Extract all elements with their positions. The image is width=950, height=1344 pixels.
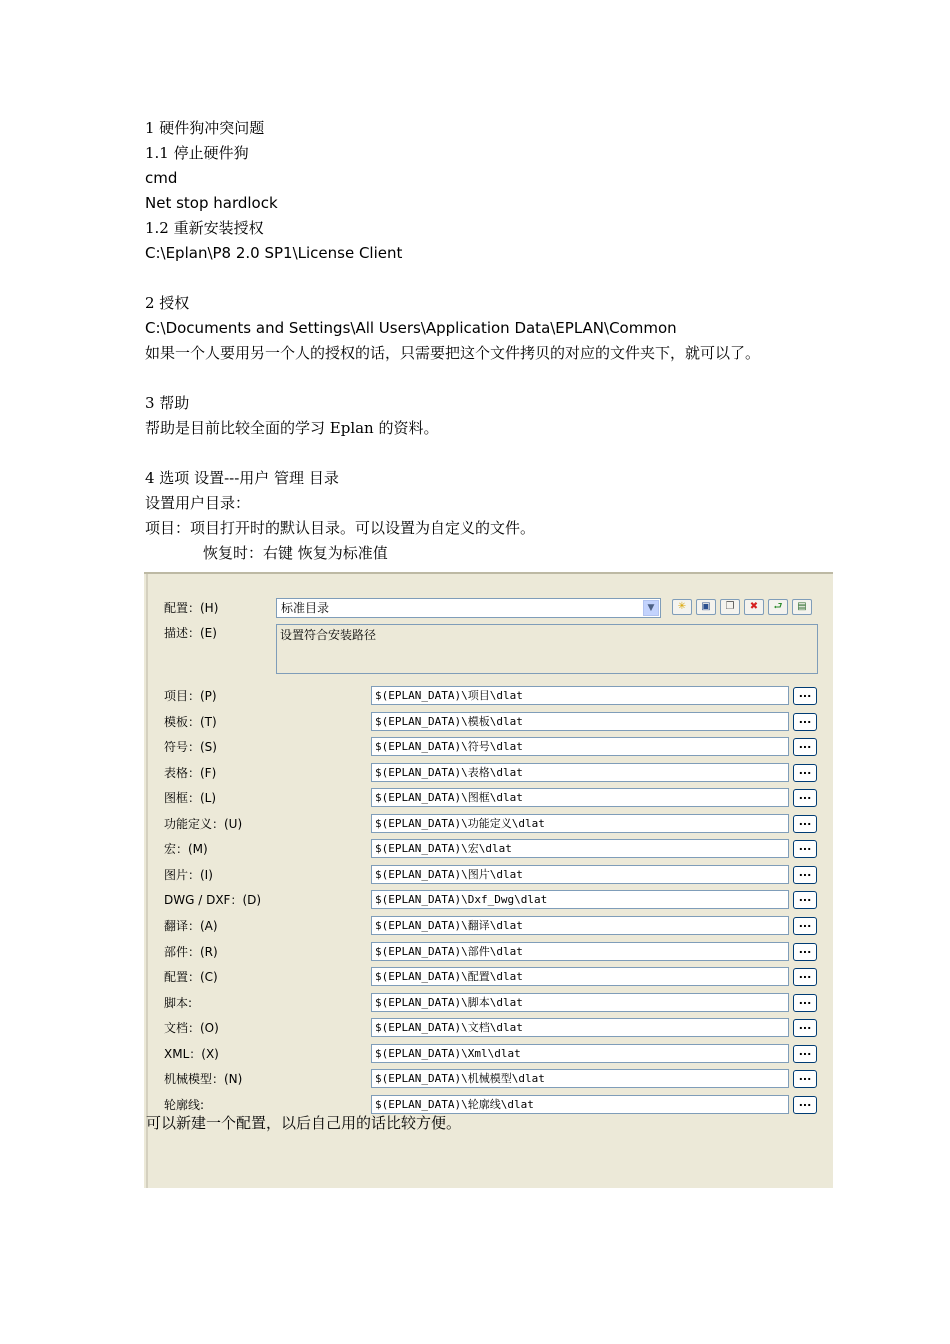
directory-row — [144, 814, 833, 834]
heading-1-1: 1.1 停止硬件狗 — [145, 144, 249, 162]
directory-row — [144, 865, 833, 885]
directory-row-label: 图片：(I) — [164, 868, 213, 882]
directory-row-label: 翻译：(A) — [164, 919, 218, 933]
directory-row — [144, 916, 833, 936]
heading-1: 1 硬件狗冲突问题 — [145, 119, 265, 137]
text-restore-note: 恢复时：右键 恢复为标准值 — [203, 544, 388, 562]
browse-button[interactable]: ... — [793, 815, 817, 833]
directory-path-input[interactable]: $(EPLAN_DATA)\部件\dlat — [371, 942, 789, 961]
directory-path-input[interactable]: $(EPLAN_DATA)\脚本\dlat — [371, 993, 789, 1012]
directory-row — [144, 942, 833, 962]
browse-button[interactable]: ... — [793, 1070, 817, 1088]
directory-row-label: 模板：(T) — [164, 715, 217, 729]
browse-button[interactable]: ... — [793, 713, 817, 731]
directory-row — [144, 763, 833, 783]
directory-row-label: 部件：(R) — [164, 945, 218, 959]
browse-button[interactable]: ... — [793, 891, 817, 909]
directory-path-input[interactable]: $(EPLAN_DATA)\图片\dlat — [371, 865, 789, 884]
directory-row — [144, 967, 833, 987]
directory-row-label: 图框：(L) — [164, 791, 217, 805]
settings-dialog-screenshot — [144, 572, 833, 1188]
directory-path-input[interactable]: $(EPLAN_DATA)\图框\dlat — [371, 788, 789, 807]
copy-icon[interactable]: ❐ — [720, 599, 740, 615]
browse-button[interactable]: ... — [793, 789, 817, 807]
browse-button[interactable]: ... — [793, 738, 817, 756]
directory-path-input[interactable]: $(EPLAN_DATA)\宏\dlat — [371, 839, 789, 858]
directory-path-input[interactable]: $(EPLAN_DATA)\文档\dlat — [371, 1018, 789, 1037]
text-help-note: 帮助是目前比较全面的学习 Eplan 的资料。 — [145, 419, 439, 437]
directory-row-label: 功能定义：(U) — [164, 817, 243, 831]
directory-path-input[interactable]: $(EPLAN_DATA)\Xml\dlat — [371, 1044, 789, 1063]
directory-path-input[interactable]: $(EPLAN_DATA)\功能定义\dlat — [371, 814, 789, 833]
browse-button[interactable]: ... — [793, 994, 817, 1012]
directory-row — [144, 686, 833, 706]
directory-row — [144, 737, 833, 757]
export-icon[interactable]: ▤ — [792, 599, 812, 615]
directory-row — [144, 839, 833, 859]
directory-row-label: DWG / DXF：(D) — [164, 893, 262, 907]
directory-path-input[interactable]: $(EPLAN_DATA)\机械模型\dlat — [371, 1069, 789, 1088]
directory-row — [144, 1018, 833, 1038]
directory-row-label: 文档：(O) — [164, 1021, 219, 1035]
delete-icon[interactable]: ✖ — [744, 599, 764, 615]
directory-row-label: XML：(X) — [164, 1047, 219, 1061]
footer-note: 可以新建一个配置，以后自己用的话比较方便。 — [146, 1114, 462, 1132]
browse-button[interactable]: ... — [793, 866, 817, 884]
directory-path-input[interactable]: $(EPLAN_DATA)\配置\dlat — [371, 967, 789, 986]
browse-button[interactable]: ... — [793, 1019, 817, 1037]
directory-row-label: 轮廓线: — [164, 1098, 205, 1112]
config-select-value: 标准目录 — [281, 601, 330, 615]
text-user-dir: 设置用户目录： — [145, 494, 251, 512]
config-label: 配置：(H) — [164, 601, 219, 615]
import-icon[interactable]: ⮐ — [768, 599, 788, 615]
browse-button[interactable]: ... — [793, 687, 817, 705]
config-select[interactable] — [276, 598, 661, 618]
directory-row-label: 宏：(M) — [164, 842, 208, 856]
heading-2: 2 授权 — [145, 294, 190, 312]
desc-label: 描述：(E) — [164, 626, 217, 640]
directory-row — [144, 1095, 833, 1115]
directory-path-input[interactable]: $(EPLAN_DATA)\项目\dlat — [371, 686, 789, 705]
directory-row — [144, 788, 833, 808]
directory-row-label: 表格：(F) — [164, 766, 217, 780]
browse-button[interactable]: ... — [793, 1045, 817, 1063]
new-icon[interactable]: ✳ — [672, 599, 692, 615]
directory-row — [144, 890, 833, 910]
browse-button[interactable]: ... — [793, 1096, 817, 1114]
browse-button[interactable]: ... — [793, 764, 817, 782]
directory-row-label: 配置：(C) — [164, 970, 218, 984]
text-license-path: C:\Eplan\P8 2.0 SP1\License Client — [145, 244, 403, 262]
directory-row-label: 脚本: — [164, 996, 193, 1010]
text-cmd: cmd — [145, 169, 178, 187]
directory-path-input[interactable]: $(EPLAN_DATA)\轮廓线\dlat — [371, 1095, 789, 1114]
chevron-down-icon[interactable]: ▼ — [643, 600, 659, 616]
directory-path-input[interactable]: $(EPLAN_DATA)\翻译\dlat — [371, 916, 789, 935]
directory-row-label: 机械模型：(N) — [164, 1072, 243, 1086]
heading-4: 4 选项 设置---用户 管理 目录 — [145, 469, 339, 487]
text-project-note: 项目：项目打开时的默认目录。可以设置为自定义的文件。 — [145, 519, 536, 537]
desc-field[interactable]: 设置符合安装路径 — [276, 624, 818, 674]
browse-button[interactable]: ... — [793, 943, 817, 961]
directory-row-label: 项目：(P) — [164, 689, 217, 703]
directory-path-input[interactable]: $(EPLAN_DATA)\符号\dlat — [371, 737, 789, 756]
directory-path-input[interactable]: $(EPLAN_DATA)\Dxf_Dwg\dlat — [371, 890, 789, 909]
browse-button[interactable]: ... — [793, 968, 817, 986]
text-common-path: C:\Documents and Settings\All Users\Application Data\EPLAN\Common — [145, 319, 677, 337]
heading-1-2: 1.2 重新安装授权 — [145, 219, 264, 237]
browse-button[interactable]: ... — [793, 840, 817, 858]
text-command: Net stop hardlock — [145, 194, 278, 212]
directory-path-input[interactable]: $(EPLAN_DATA)\模板\dlat — [371, 712, 789, 731]
directory-row-label: 符号：(S) — [164, 740, 217, 754]
save-icon[interactable]: ▣ — [696, 599, 716, 615]
directory-path-input[interactable]: $(EPLAN_DATA)\表格\dlat — [371, 763, 789, 782]
directory-row — [144, 1044, 833, 1064]
directory-row — [144, 712, 833, 732]
directory-row — [144, 1069, 833, 1089]
browse-button[interactable]: ... — [793, 917, 817, 935]
heading-3: 3 帮助 — [145, 394, 190, 412]
directory-row — [144, 993, 833, 1013]
text-license-note: 如果一个人要用另一个人的授权的话，只需要把这个文件拷贝的对应的文件夹下，就可以了。 — [145, 344, 761, 362]
